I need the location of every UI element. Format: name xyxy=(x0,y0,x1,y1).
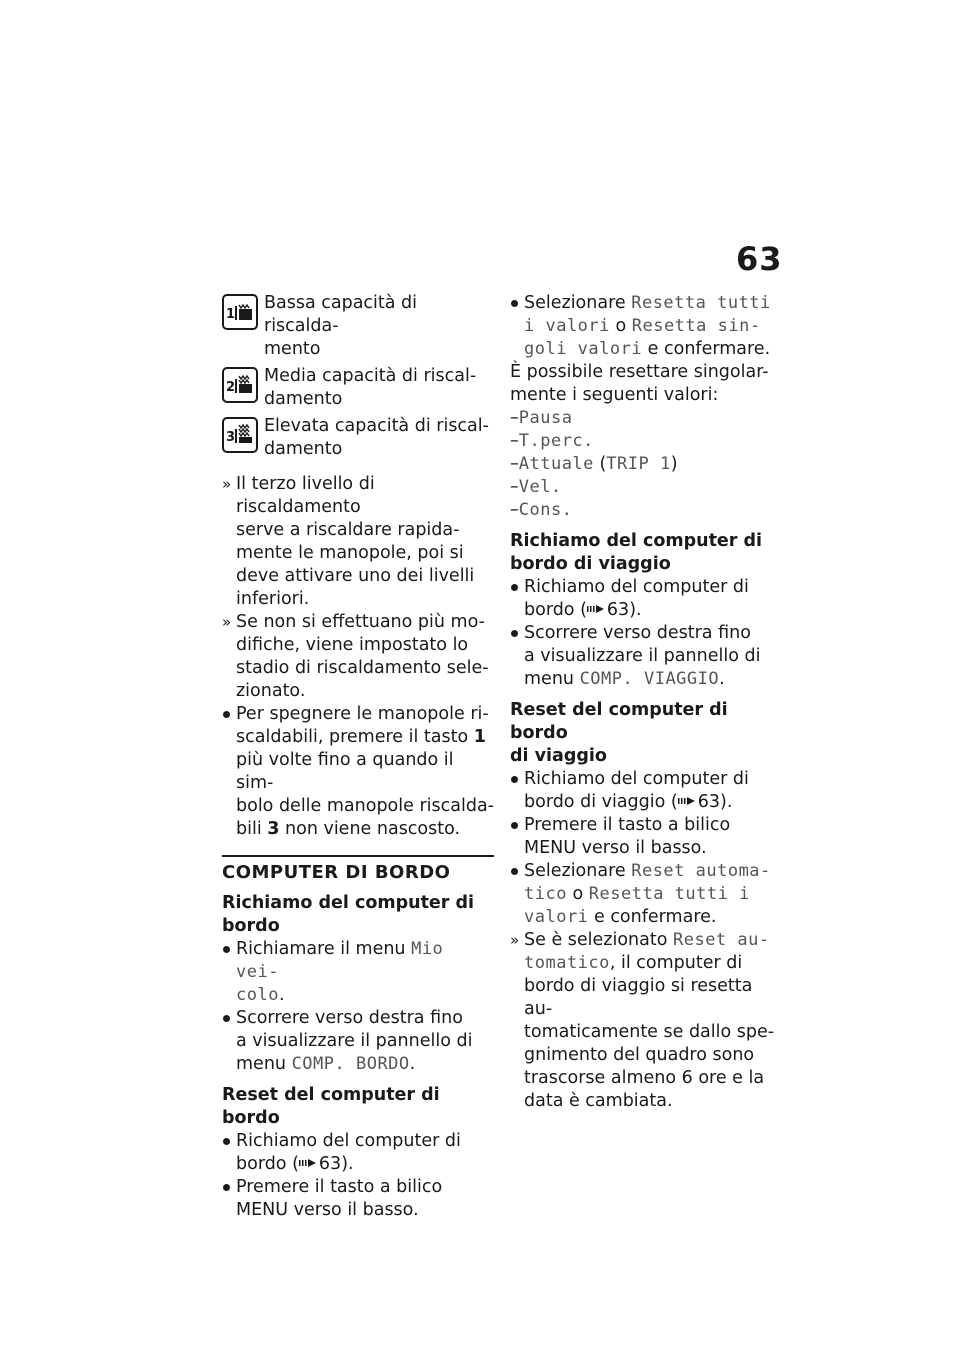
instruction-line: scaldabili, premere il tasto 1 xyxy=(236,727,486,747)
note-line: zionato. xyxy=(236,681,306,701)
note-auto-reset: » Se è selezionato Reset au- tomatico, il computer di bordo di viaggio si resetta au- tomaticamente se dallo spe- gnimento del quadro sono trascorse almeno 6 ore e la data è cambiata. xyxy=(510,930,775,1111)
bullet-icon xyxy=(511,584,518,591)
page-reference[interactable]: 63). xyxy=(318,1154,354,1174)
instruction-press-rocker: Premere il tasto a bilico MENU verso il basso. xyxy=(222,1176,494,1222)
right-column xyxy=(510,292,782,1113)
instruction-line: più volte fino a quando il sim- xyxy=(236,750,454,793)
note-third-level xyxy=(222,473,494,611)
heating-level-3-text-cont: damento xyxy=(264,439,343,459)
note-chevron-icon: » xyxy=(222,475,232,493)
bullet-icon xyxy=(511,630,518,637)
heating-level-1-text-cont: mento xyxy=(264,339,321,359)
instruction-line: bili 3 non viene nascosto. xyxy=(236,819,461,839)
value-item: –Pausa xyxy=(510,408,573,428)
instruction-line: Per spegnere le manopole ri- xyxy=(236,704,489,724)
svg-text:1: 1 xyxy=(226,307,236,322)
heated-grips-level-3-icon xyxy=(222,417,258,453)
heating-level-3-row xyxy=(222,415,494,461)
subheading-reset-trip-computer: Reset del computer di bordo di viaggio xyxy=(510,700,728,766)
note-line: inferiori. xyxy=(236,589,310,609)
instruction-turn-off xyxy=(222,703,494,841)
page-reference-arrow-icon xyxy=(678,791,698,814)
heating-level-1-row xyxy=(222,292,494,361)
instruction-press-rocker-trip: Premere il tasto a bilico MENU verso il basso. xyxy=(510,814,782,860)
value-item: –Vel. xyxy=(510,477,562,497)
heating-level-1-text: Bassa capacità di riscalda- xyxy=(264,293,418,336)
instruction-call-menu: Richiamare il menu Mio vei- colo. xyxy=(222,938,494,1007)
bullet-icon xyxy=(223,1015,230,1022)
subheading-trip-computer: Richiamo del computer di bordo di viaggio xyxy=(510,531,763,574)
left-column xyxy=(222,292,494,1222)
page-reference-arrow-icon xyxy=(299,1153,319,1176)
instruction-scroll-right: Scorrere verso destra fino a visualizzare il pannello di menu COMP. BORDO. xyxy=(222,1007,494,1076)
value-item: –T.perc. xyxy=(510,431,594,451)
svg-text:3: 3 xyxy=(226,430,236,445)
instruction-select-trip-reset: Selezionare Reset automa- tico o Resetta tutti i valori e confermare. xyxy=(510,860,782,929)
note-chevron-icon: » xyxy=(510,931,520,949)
instruction-select-reset: Selezionare Resetta tutti i valori o Resetta sin- goli valori e confermare. xyxy=(510,292,782,361)
bullet-icon xyxy=(511,776,518,783)
bullet-icon xyxy=(223,1184,230,1191)
bullet-icon xyxy=(511,868,518,875)
page-number: 63 xyxy=(736,240,783,278)
instruction-recall-trip-2: Richiamo del computer di bordo di viaggio ( 63). xyxy=(510,768,782,814)
svg-text:2: 2 xyxy=(226,380,236,395)
note-chevron-icon: » xyxy=(222,613,232,631)
value-item: –Attuale (TRIP 1) xyxy=(510,454,678,474)
page-reference[interactable]: 63). xyxy=(606,600,642,620)
note-line: serve a riscaldare rapida- xyxy=(236,520,460,540)
instruction-recall-computer: Richiamo del computer di bordo ( 63). xyxy=(222,1130,494,1176)
note-line: deve attivare uno dei livelli xyxy=(236,566,475,586)
bullet-icon xyxy=(511,822,518,829)
section-title: COMPUTER DI BORDO xyxy=(222,862,451,883)
section-divider xyxy=(222,855,494,884)
note-no-changes xyxy=(222,611,494,703)
heating-level-3-text: Elevata capacità di riscal- xyxy=(264,416,489,436)
page-reference[interactable]: 63). xyxy=(697,792,733,812)
subheading-reset-onboard-computer: Reset del computer di bordo xyxy=(222,1085,440,1128)
bullet-icon xyxy=(223,1138,230,1145)
instruction-line: bolo delle manopole riscalda- xyxy=(236,796,494,816)
heated-grips-level-1-icon xyxy=(222,294,258,330)
heated-grips-level-2-icon xyxy=(222,367,258,403)
note-line: mente le manopole, poi si xyxy=(236,543,464,563)
instruction-recall-trip: Richiamo del computer di bordo ( 63). xyxy=(510,576,782,622)
bullet-icon xyxy=(511,300,518,307)
values-list xyxy=(510,407,782,522)
instruction-scroll-trip: Scorrere verso destra fino a visualizzare il pannello di menu COMP. VIAGGIO. xyxy=(510,622,782,691)
bullet-icon xyxy=(223,711,230,718)
possible-reset-text: È possibile resettare singolar- mente i seguenti valori: xyxy=(510,362,769,405)
note-line: difiche, viene impostato lo xyxy=(236,635,469,655)
subheading-onboard-computer: Richiamo del computer di bordo xyxy=(222,893,475,936)
page-reference-arrow-icon xyxy=(587,599,607,622)
heating-level-2-text-cont: damento xyxy=(264,389,343,409)
value-item: –Cons. xyxy=(510,500,573,520)
note-line: Il terzo livello di riscaldamento xyxy=(236,474,375,517)
heating-level-2-row xyxy=(222,365,494,411)
heating-level-2-text: Media capacità di riscal- xyxy=(264,366,477,386)
note-line: stadio di riscaldamento sele- xyxy=(236,658,489,678)
bullet-icon xyxy=(223,946,230,953)
note-line: Se non si effettuano più mo- xyxy=(236,612,485,632)
